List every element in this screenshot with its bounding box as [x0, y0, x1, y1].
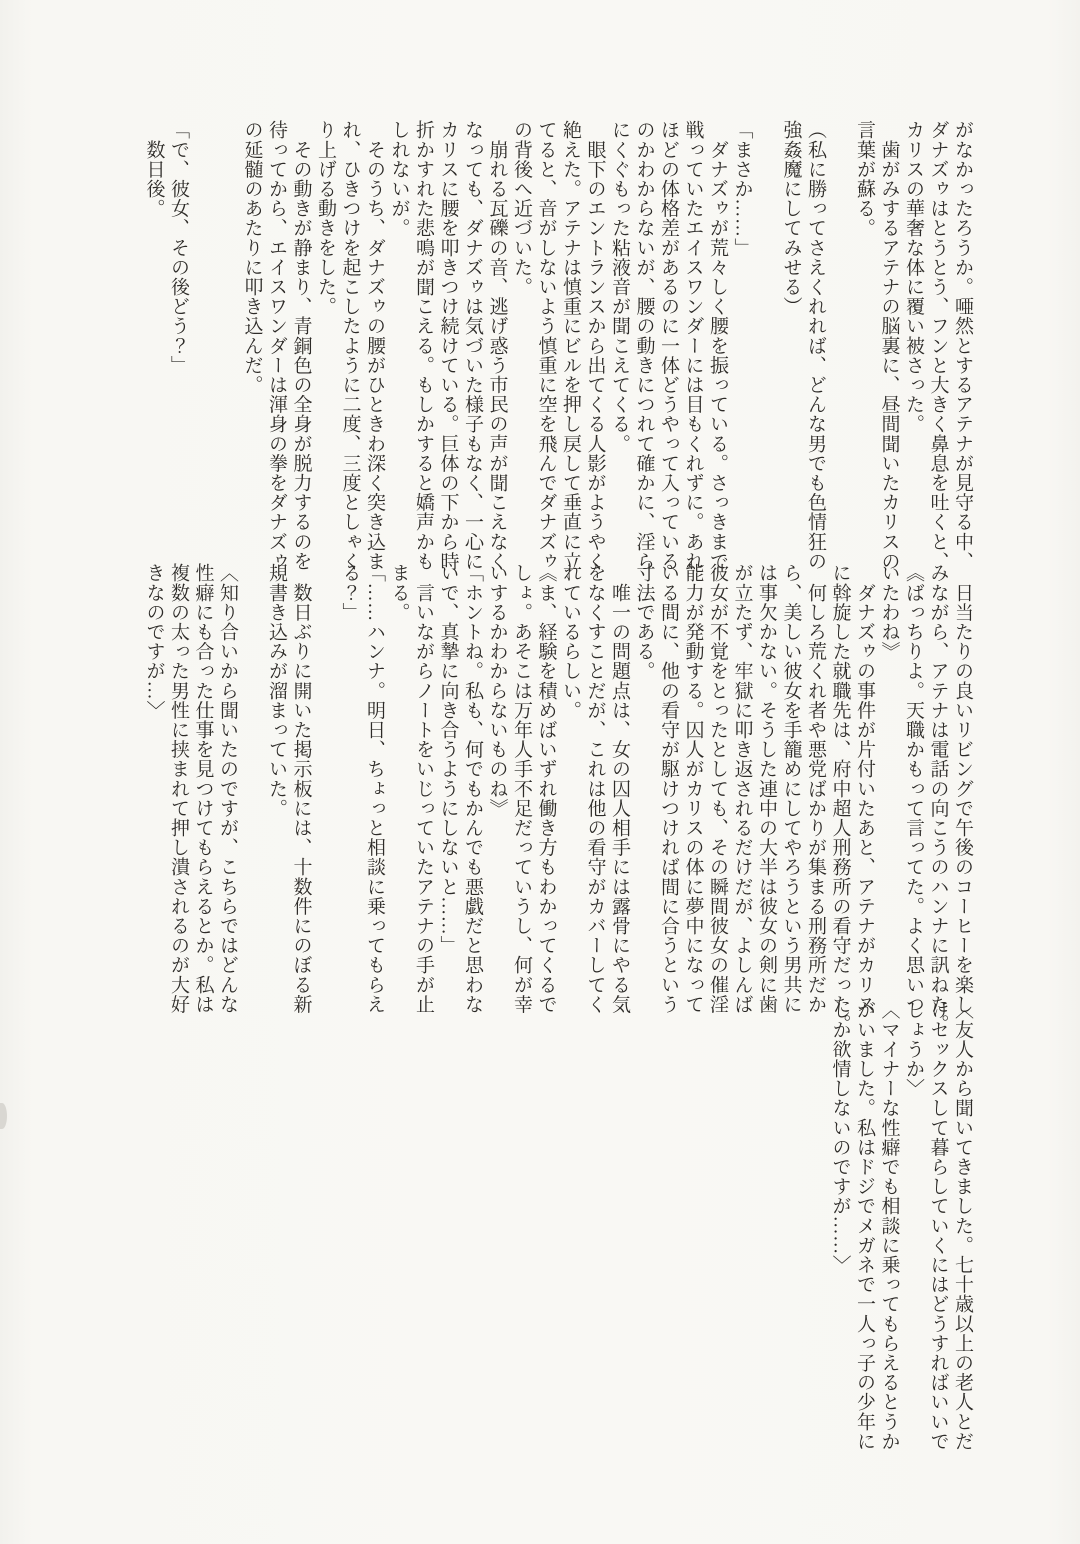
text-line: をなくすことだが、これは他の看守がカバーしてく: [584, 563, 606, 1014]
text-line: しょ。あそこは万年人手不足だっていうし、何が幸: [511, 563, 532, 1014]
text-line: [313, 563, 338, 1015]
text-line: 〈マイナーな性癖でも相談に乗ってもらえるとうか: [878, 1000, 900, 1451]
text-line: れているらしい。: [560, 563, 581, 720]
text-line: 〈知り合いから聞いたのですが、こちらではどんな: [217, 563, 238, 1014]
text-line: [827, 120, 852, 570]
text-line: ダナズゥの事件が片付いたあと、アテナがカリス: [854, 563, 875, 1014]
text-line: 〈友人から聞いてきました。七十歳以上の老人とだ: [952, 1000, 973, 1451]
text-line: 折かすれた悲鳴が聞こえる。もしかすると嬌声かも: [413, 120, 434, 571]
text-line: 数日後。: [143, 120, 165, 218]
text-line: いで、真摯に向き合うようにしないと……」: [437, 563, 459, 955]
text-line: そのうち、ダナズゥの腰がひときわ深く突き込ま: [364, 120, 385, 571]
text-line: [215, 120, 240, 570]
text-line: ダナズゥはとうとう、フンと大きく鼻息を吐くと、: [927, 120, 949, 571]
text-line: 唯一の問題点は、女の囚人相手には露骨にやる気: [609, 563, 630, 1014]
text-line: 能力が発動する。囚人がカリスの体に夢中になって: [682, 563, 704, 1014]
text-line: る？」: [339, 563, 361, 622]
text-line: にくぐもった粘液音が聞こえてくる。: [609, 120, 630, 454]
text-line: 「……ハンナ。明日、ちょっと相談に乗ってもらえ: [364, 563, 385, 1014]
text-line: 何しろ荒くれ者や悪党ばかりが集まる刑務所だか: [805, 563, 826, 1014]
text-line: てると、音がしないよう慎重に空を飛んでダナズゥ: [535, 120, 557, 571]
scan-artifact: [0, 1103, 7, 1129]
text-line: [190, 120, 215, 570]
text-line: いたわね》: [878, 563, 900, 661]
text-line: いするかわからないものね》: [486, 563, 508, 818]
text-line: その動きが静まり、青銅色の全身が脱力するのを: [290, 120, 312, 571]
text-line: けセックスして暮らしていくにはどうすればいいで: [927, 1000, 949, 1451]
text-line: が立たず、牢獄に叩き返されるだけだが、よしんば: [731, 563, 753, 1014]
text-line: カリスに腰を叩きつけ続けている。巨体の下から時: [437, 120, 459, 571]
text-line: しか欲情しないのですが……〉: [829, 1000, 851, 1275]
text-line: 寸法である。: [633, 563, 655, 681]
text-line: に斡旋した就職先は、府中超人刑務所の看守だった。: [829, 563, 851, 1034]
text-line: ら、美しい彼女を手籠めにしてやろうという男共に: [780, 563, 802, 1014]
text-line: なっても、ダナズゥは気づいた様子もなく、一心に: [462, 120, 483, 571]
text-line: 「で、彼女、その後どう？」: [168, 120, 189, 375]
text-line: （私に勝ってさえくれれば、どんな男でも色情狂の: [805, 120, 826, 571]
text-line: がなかったろうか。唖然とするアテナが見守る中、: [952, 120, 973, 571]
text-block-top: [141, 120, 974, 570]
text-line: 戦っていたエイスワンダーには目もくれずに。あれ: [682, 120, 704, 571]
text-line: みながら、アテナは電話の向こうのハンナに訊ねた。: [927, 563, 949, 1034]
text-line: いる間に、他の看守が駆けつければ間に合うという: [658, 563, 679, 1014]
text-line: 数日ぶりに開いた掲示板には、十数件にのぼる新: [290, 563, 312, 1014]
text-line: [754, 120, 779, 570]
text-line: 《ま、経験を積めばいずれ働き方もわかってくるで: [535, 563, 557, 1014]
text-line: まる。: [388, 563, 410, 622]
text-line: のかわからないが、腰の動きにつれて確かに、淫ら: [633, 120, 655, 571]
text-line: カリスの華奢な体に覆い被さった。: [903, 120, 924, 434]
text-line: 「まさか……」: [731, 120, 753, 258]
text-line: 複数の太った男性に挟まれて押し潰されるのが大好: [168, 563, 189, 1014]
text-line: 「ホントね。私も、何でもかんでも悪戯だと思わな: [462, 563, 483, 1014]
text-line: り上げる動きをした。: [315, 120, 336, 316]
text-line: ダナズゥが荒々しく腰を振っている。さっきまで: [707, 120, 728, 571]
text-line: がいました。私はドジでメガネで一人っ子の少年に: [854, 1000, 875, 1451]
text-line: 言葉が蘇る。: [854, 120, 875, 238]
text-line: は事欠かない。そうした連中の大半は彼女の剣に歯: [756, 563, 777, 1014]
text-line: 言いながらノートをいじっていたアテナの手が止: [413, 563, 434, 1014]
text-line: 絶えた。アテナは慎重にビルを押し戻して垂直に立: [560, 120, 581, 571]
text-line: しれないが。: [388, 120, 410, 238]
text-line: 《ばっちりよ。天職かもって言ってた。よく思いつ: [903, 563, 924, 1014]
text-line: の背後へ近づいた。: [511, 120, 532, 297]
text-line: の延髄のあたりに叩き込んだ。: [241, 120, 263, 395]
text-line: 日当たりの良いリビングで午後のコーヒーを楽し: [952, 563, 973, 1014]
text-line: 待ってから、エイスワンダーは渾身の拳をダナズゥ: [266, 120, 287, 571]
text-line: 規書き込みが溜まっていた。: [266, 563, 287, 818]
text-line: しょうか〉: [903, 1000, 924, 1098]
text-line: [239, 563, 264, 1015]
text-line: 彼女が不覚をとったとしても、その瞬間彼女の催淫: [707, 563, 728, 1014]
text-line: 眼下のエントランスから出てくる人影がようやく: [584, 120, 606, 571]
text-line: 強姦魔にしてみせる）: [780, 120, 802, 316]
text-line: 崩れる瓦礫の音、逃げ惑う市民の声が聞こえなく: [486, 120, 508, 571]
text-block-middle: [141, 563, 974, 1034]
text-line: 歯がみするアテナの脳裏に、昼間聞いたカリスの: [878, 120, 900, 571]
text-line: ほどの体格差があるのに一体どうやって入っている: [658, 120, 679, 571]
text-line: れ、ひきつけを起こしたように二度、三度としゃく: [339, 120, 361, 571]
text-block-bottom-right: [827, 1000, 974, 1452]
text-line: 性癖にも合った仕事を見つけてもらえるとか。私は: [192, 563, 214, 1014]
text-line: きなのですが…〉: [143, 563, 165, 720]
